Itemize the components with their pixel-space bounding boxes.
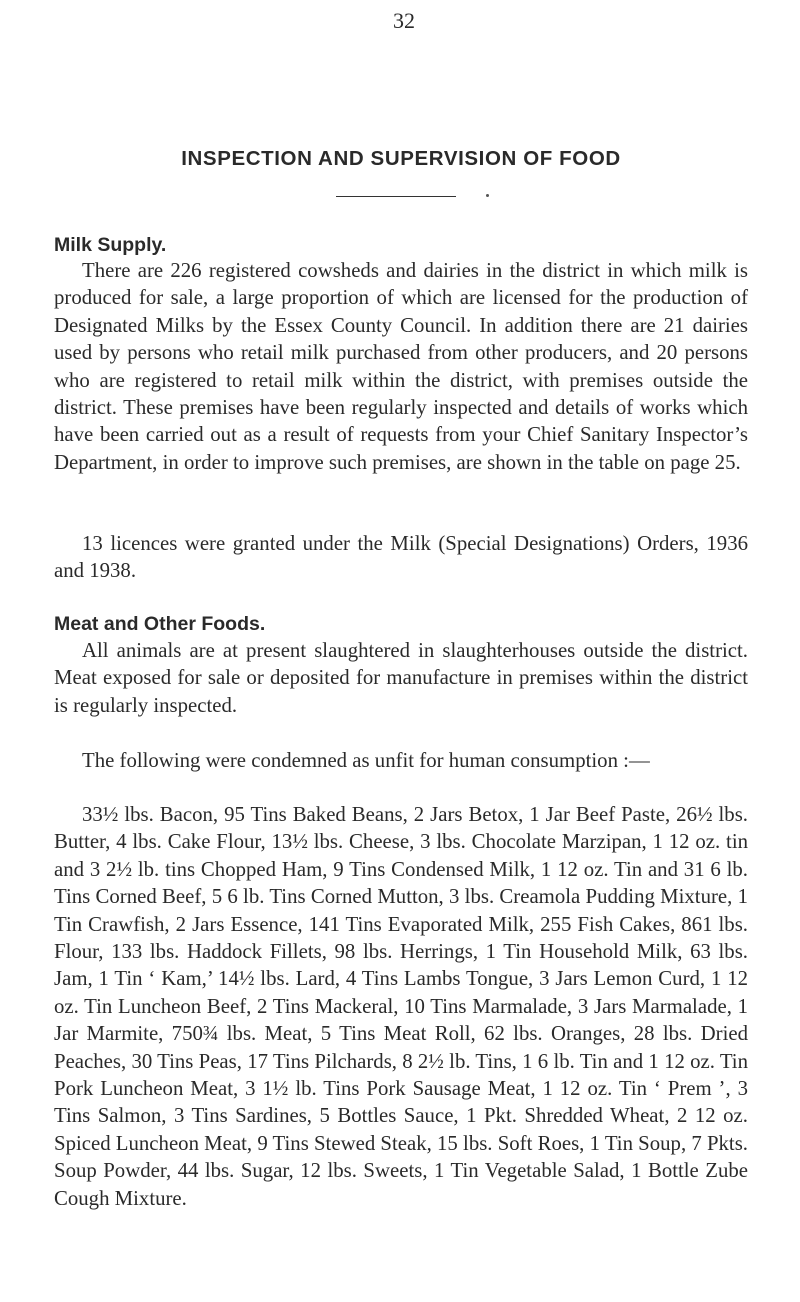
milk-supply-paragraph-2: 13 licences were granted under the Milk (Special Designations) Orders, 1936 and 1938. xyxy=(54,532,748,583)
section-heading-milk-supply: Milk Supply. xyxy=(54,234,167,256)
title-divider xyxy=(336,196,456,197)
condemned-foods-list: 33½ lbs. Bacon, 95 Tins Baked Beans, 2 Jars Betox, 1 Jar Beef Paste, 26½ lbs. Butter, 4 lbs. Cake Flour, 13½ lbs. Cheese, 3 lbs. Chocolate Marzipan, 1 12 oz. tin and 3 2½ lb. tins Chopped Ham, 9 Tins Condensed Milk, 1 12 oz. Tin and 31 6 lb. Tins Corned Beef, 5 6 lb. Tins Corned Mutton, 3 lbs. Creamola Pudding Mixture, 1 Tin Crawfish, 2 Jars Essence, 141 Tins Evaporated Milk, 255 Fish Cakes, 861 lbs. Flour, 133 lbs. Haddock Fillets, 98 lbs. Herrings, 1 Tin Household Milk, 63 lbs. Jam, 1 Tin ‘ Kam,’ 14½ lbs. Lard, 4 Tins Lambs Tongue, 3 Jars Lemon Curd, 1 12 oz. Tin Luncheon Beef, 2 Tins Mackeral, 10 Tins Marmalade, 3 Jars Marmalade, 1 Jar Marmite, 750¾ lbs. Meat, 5 Tins Meat Roll, 62 lbs. Oranges, 28 lbs. Dried Peaches, 30 Tins Peas, 17 Tins Pilchards, 8 2½ lb. Tins, 1 6 lb. Tin and 1 12 oz. Tin Pork Luncheon Meat, 3 1½ lb. Tins Pork Sausage Meat, 1 12 oz. Tin ‘ Prem ’, 3 Tins Salmon, 3 Tins Sardines, 5 Bottles Sauce, 1 Pkt. Shredded Wheat, 2 12 oz. Spiced Luncheon Meat, 9 Tins Stewed Steak, 15 lbs. Soft Roes, 1 Tin Soup, 7 Pkts. Soup Powder, 44 lbs. Sugar, 12 lbs. Sweets, 1 Tin Vegetable Salad, 1 Bottle Zube Cough Mixture. xyxy=(54,803,748,1210)
page-number: 32 xyxy=(393,8,415,33)
section-heading-meat-other-foods: Meat and Other Foods. xyxy=(54,613,266,635)
divider-dot xyxy=(486,194,489,197)
meat-paragraph-1: All animals are at present slaughtered in slaughterhouses outside the district. Meat exposed for sale or deposited for manufacture in premises within the district is regularly inspected. xyxy=(54,639,748,717)
meat-paragraph-2: The following were condemned as unfit for human consumption :— xyxy=(82,749,650,772)
milk-supply-paragraph-1: There are 226 registered cowsheds and dairies in the district in which milk is produced for sale, a large proportion of which are licensed for the production of Designated Milks by the Essex County Council. In addition there are 21 dairies used by persons who retail milk purchased from other producers, and 20 persons who are registered to retail milk within the district, with premises outside the district. These premises have been regularly inspected and details of works which have been carried out as a result of requests from your Chief Sanitary Inspector’s Department, in order to improve such premises, are shown in the table on page 25. xyxy=(54,259,748,474)
page-title: INSPECTION AND SUPERVISION OF FOOD xyxy=(181,147,621,170)
